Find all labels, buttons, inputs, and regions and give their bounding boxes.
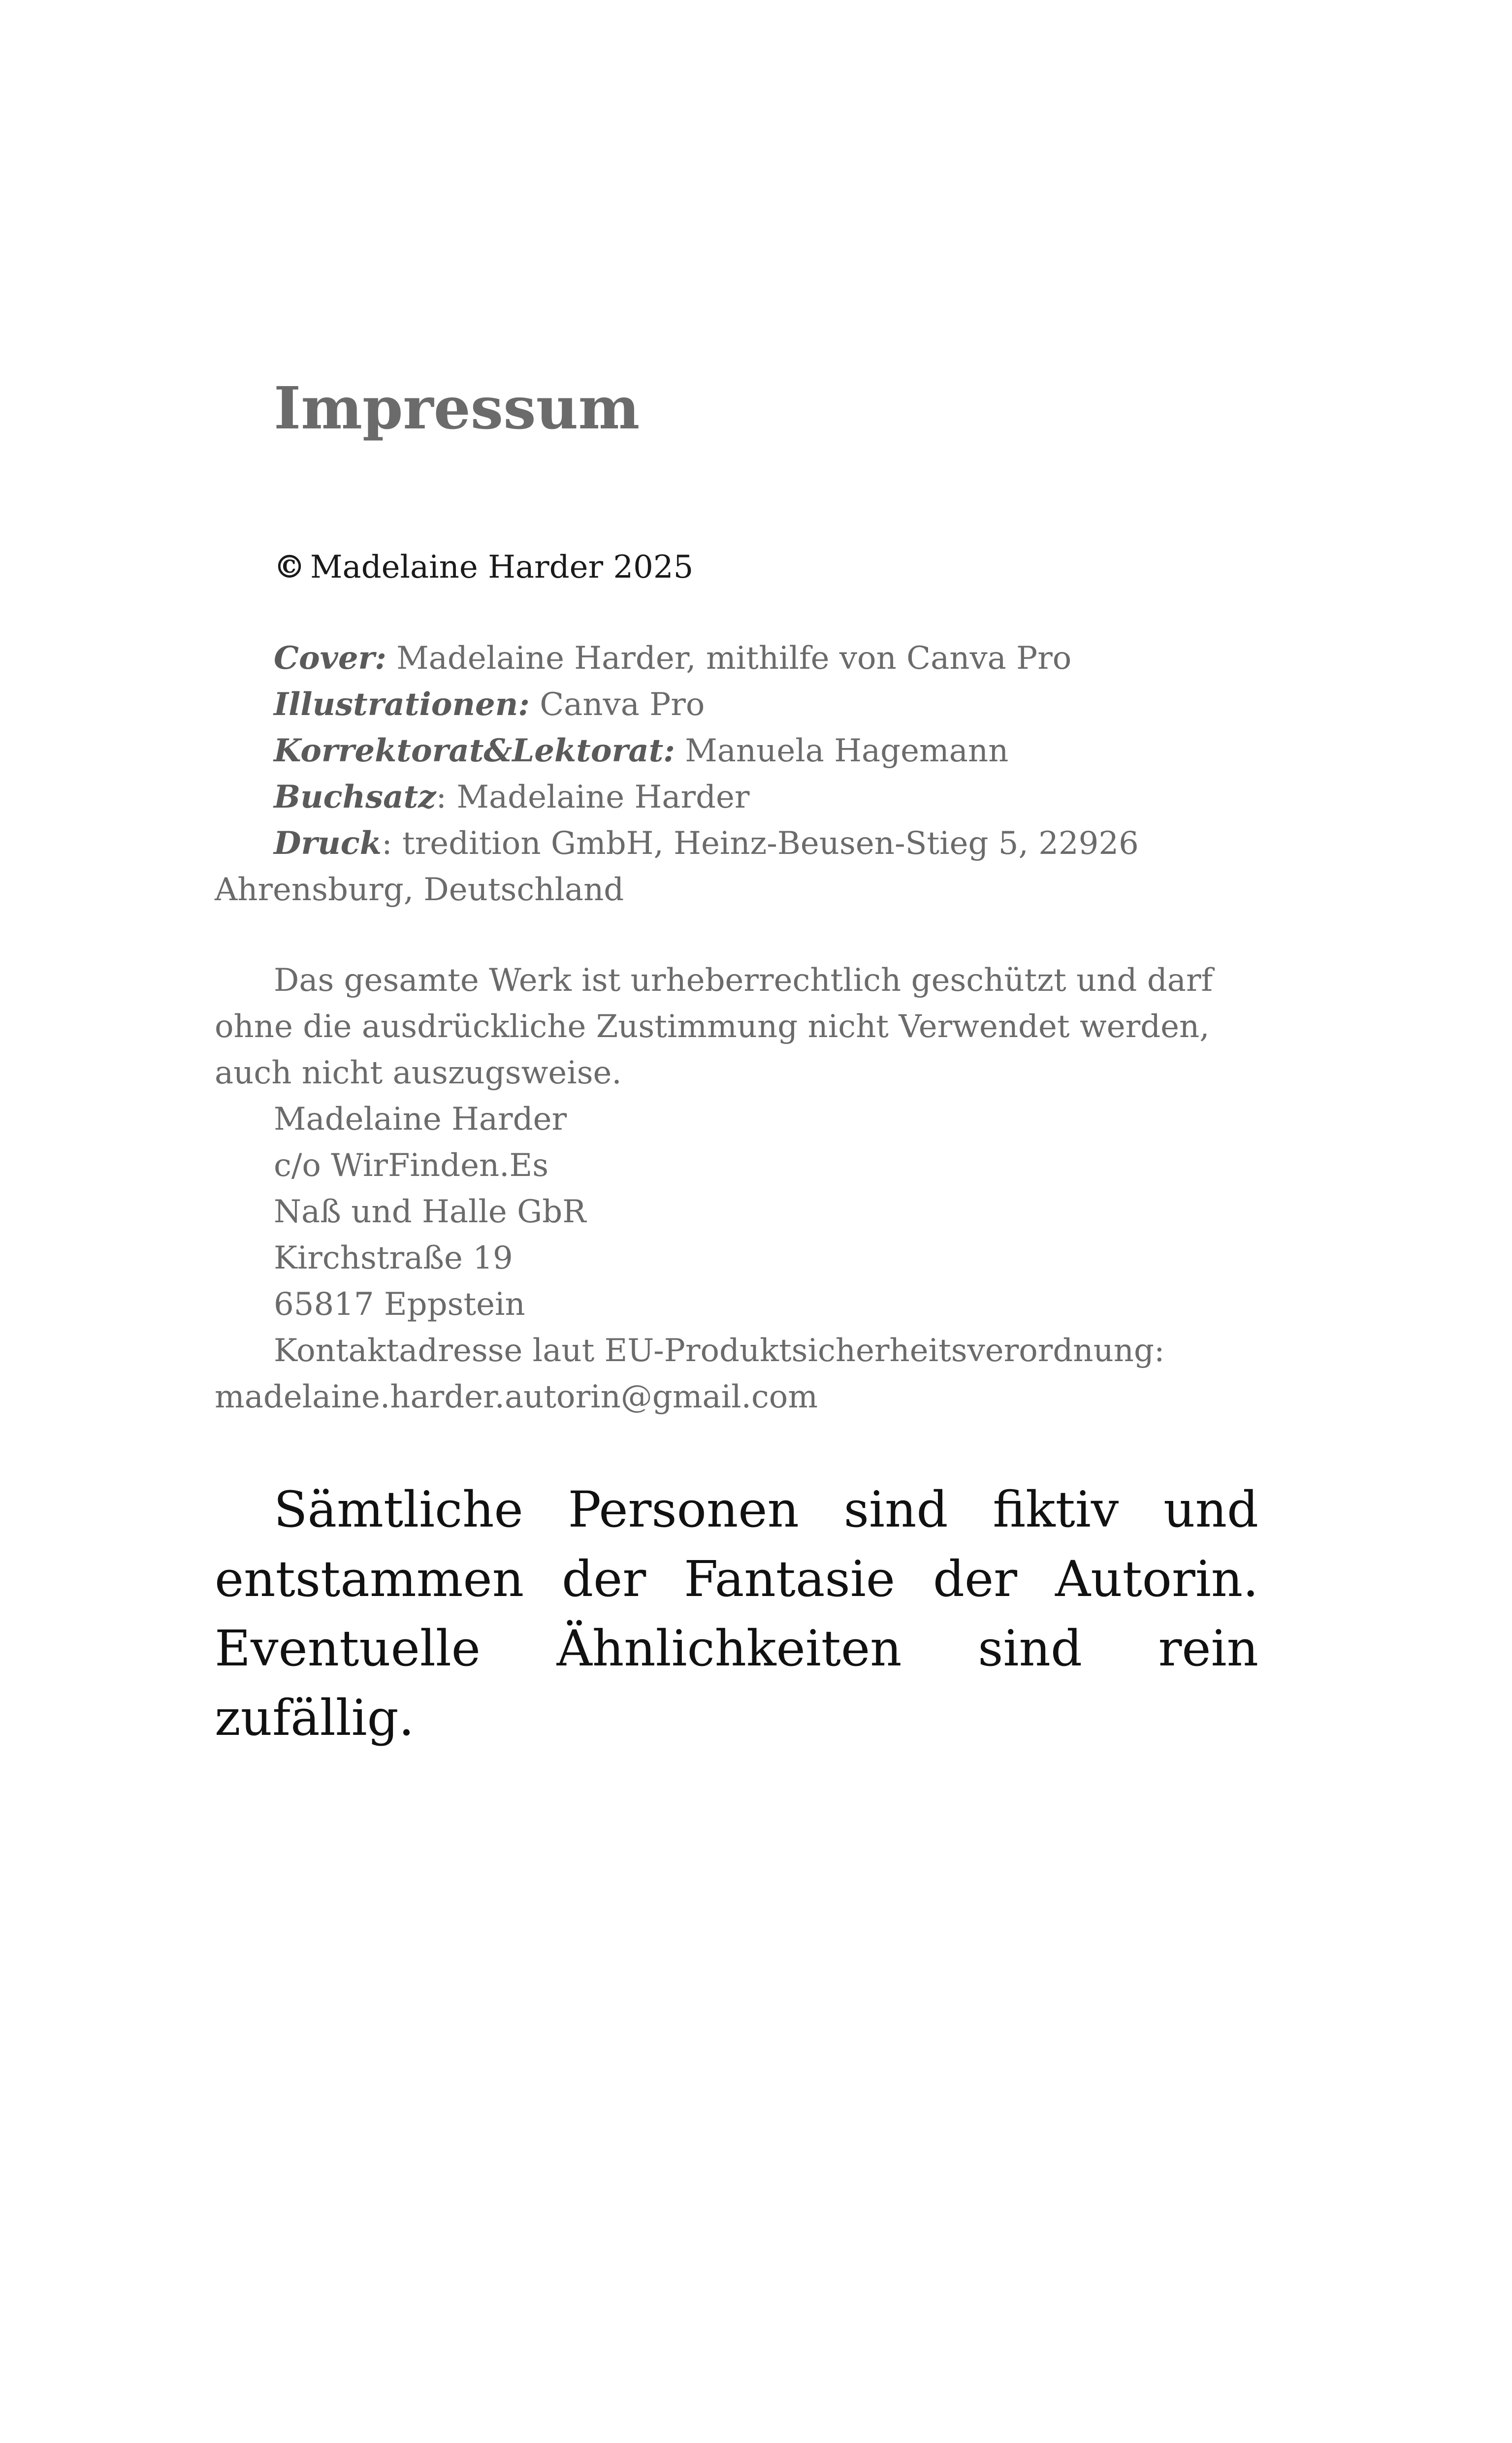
credit-value: tredition GmbH, Heinz-Beusen-Stieg 5, 22926	[392, 825, 1139, 862]
credit-cover	[215, 635, 1258, 682]
credit-value: Canva Pro	[529, 686, 705, 723]
fiction-disclaimer: Sämtliche Personen sind fiktiv und entstammen der Fantasie der Autorin. Eventuelle Ähnlichkeiten sind rein zufällig.	[215, 1481, 1258, 1747]
imprint-page	[215, 0, 1258, 2443]
credit-proofreading	[215, 728, 1258, 774]
contact-address	[215, 1096, 1258, 1420]
credit-label: Buchsatz	[274, 779, 436, 815]
contact-email: madelaine.harder.autorin@gmail.com	[215, 1379, 818, 1415]
copyright-symbol: ©	[274, 549, 305, 586]
address-line: Naß und Halle GbR	[274, 1194, 586, 1230]
credit-value: Madelaine Harder, mithilfe von Canva Pro	[386, 640, 1072, 677]
rights-notice: Das gesamte Werk ist urheberrechtlich geschützt und darf ohne die ausdrückliche Zustimmung nicht Verwendet werden, auch nicht auszugsweise.	[215, 962, 1213, 1091]
credit-colon: :	[382, 825, 392, 862]
address-line: c/o WirFinden.Es	[274, 1147, 549, 1184]
address-line: Kirchstraße 19	[274, 1240, 513, 1276]
copyright-text: Madelaine Harder 2025	[310, 549, 694, 586]
credit-illustrations	[215, 682, 1258, 728]
credit-label: Cover:	[274, 640, 386, 677]
credit-label: Illustrationen:	[274, 686, 530, 723]
credit-value: Manuela Hagemann	[675, 733, 1009, 769]
credit-label: Druck	[274, 825, 382, 862]
address-line: Madelaine Harder	[274, 1101, 567, 1138]
address-line: Kontaktadresse laut EU-Produktsicherheitsverordnung:	[274, 1333, 1165, 1369]
address-line: 65817 Eppstein	[274, 1286, 525, 1323]
page-title: Impressum	[274, 374, 640, 442]
copyright-line	[274, 544, 693, 590]
credit-print	[215, 820, 1258, 867]
credit-print-continued: Ahrensburg, Deutschland	[215, 872, 624, 908]
credit-label: Korrektorat&Lektorat:	[274, 732, 675, 769]
credits-block	[215, 635, 1258, 913]
credit-typesetting	[215, 774, 1258, 820]
credit-colon: :	[436, 779, 447, 815]
credit-value: Madelaine Harder	[447, 779, 750, 815]
rights-block	[215, 957, 1258, 1096]
